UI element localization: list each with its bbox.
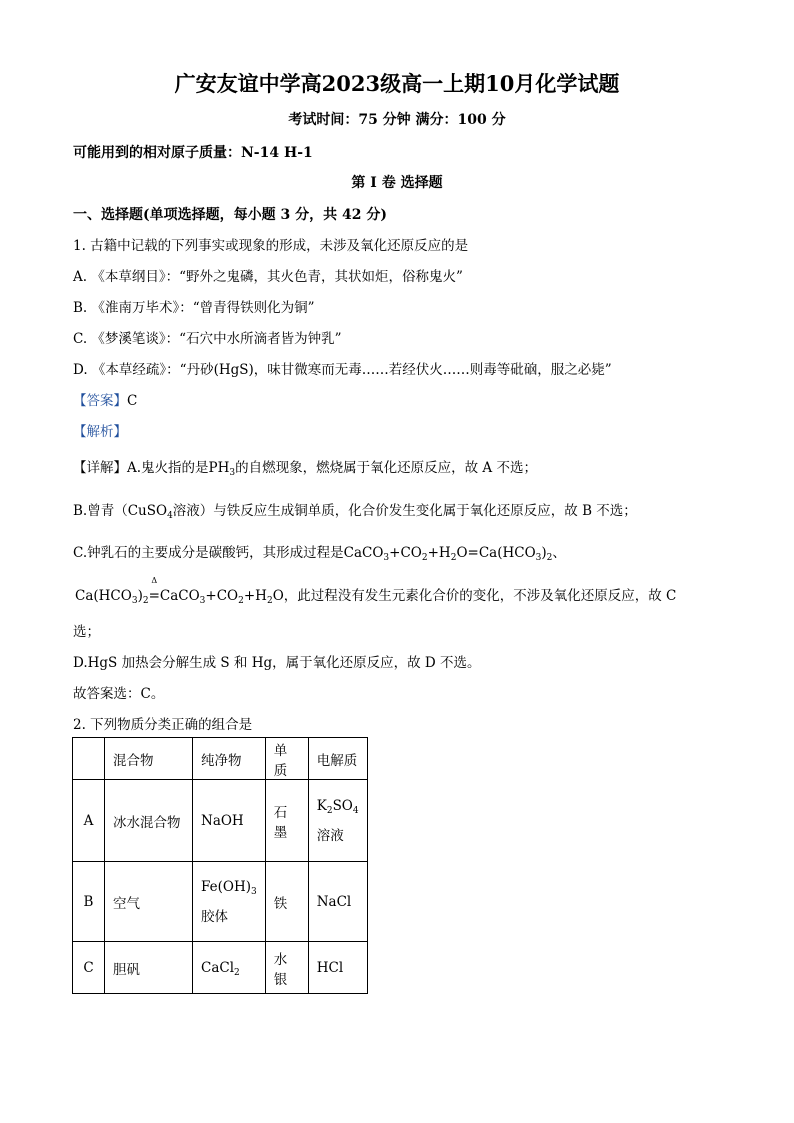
heating-equals-sign: Δ = — [148, 576, 160, 604]
volume-heading: 第 I 卷 选择题 — [351, 175, 443, 191]
detail-b-text: B.曾青（ — [73, 503, 128, 519]
q1-option-d: D. 《本草经疏》：“丹砂(HgS)，味甘微寒而无毒……若经伏火……则毒等砒硇，服之必毙” — [73, 362, 612, 378]
formula-ph3: $PH_3$ — [208, 460, 236, 478]
detail-label: 【详解】 — [73, 460, 127, 476]
table-cell: A — [73, 780, 105, 862]
table-header-cell: 混合物 — [105, 738, 193, 780]
detail-a-text-2: 的自燃现象，燃烧属于氧化还原反应，故 A 不选； — [235, 460, 537, 476]
table-row — [73, 942, 368, 994]
atomic-mass-note: 可能用到的相对原子质量：N-14 H-1 — [73, 145, 313, 161]
detail-c-text-2: ，此过程没有发生元素化合价的变化，不涉及氧化还原反应，故 C — [283, 588, 677, 604]
table-header-row — [73, 738, 368, 780]
colloid-label: 胶体 — [201, 908, 228, 925]
table-cell: 空气 — [105, 862, 193, 942]
table-cell: 石墨 — [265, 780, 308, 862]
q1-stem: 1. 古籍中记载的下列事实或现象的形成，未涉及氧化还原反应的是 — [73, 238, 469, 254]
q2-stem: 2. 下列物质分类正确的组合是 — [73, 717, 253, 733]
solution-label: 溶液 — [316, 827, 344, 844]
table-cell — [193, 862, 266, 942]
table-header-cell: 单质 — [265, 738, 308, 780]
separator: 、 — [552, 545, 566, 561]
formula-cuso4: CuSO$_4$ — [127, 503, 173, 521]
table-row — [73, 780, 368, 862]
answer-line — [73, 389, 137, 409]
answer-value: C — [127, 393, 138, 409]
table-cell: C — [73, 942, 105, 994]
conclusion: 故答案选：C。 — [73, 686, 165, 702]
equation-2: $Ca(HCO_3)_2$ Δ $=CaCO_3+CO_2+H_2O$ — [75, 576, 284, 606]
table-header-cell — [73, 738, 105, 780]
detail-a — [73, 456, 537, 476]
detail-b-text-2: 溶液）与铁反应生成铜单质，化合价发生变化属于氧化还原反应，故 B 不选； — [172, 503, 637, 519]
table-cell — [308, 780, 367, 862]
table-row — [73, 862, 368, 942]
detail-a-text: A.鬼火指的是 — [127, 460, 209, 476]
classification-table — [72, 737, 368, 994]
table-cell: HCl — [308, 942, 367, 994]
detail-d: D.HgS 加热会分解生成 S 和 Hg，属于氧化还原反应，故 D 不选。 — [73, 655, 481, 671]
table-header-cell: 电解质 — [308, 738, 367, 780]
table-cell: 冰水混合物 — [105, 780, 193, 862]
page-title: 广安友谊中学高2023级高一上期10月化学试题 — [174, 71, 620, 96]
detail-c-line1 — [73, 541, 566, 561]
answer-label: 【答案】 — [73, 393, 127, 409]
formula-k2so4: $K_2SO_4$ — [316, 797, 359, 816]
exam-info: 考试时间：75 分钟 满分：100 分 — [288, 112, 506, 128]
equation-1: $CaCO_3+CO_2+H_2O=Ca(HCO_3)_2$ — [343, 545, 553, 563]
table-cell: B — [73, 862, 105, 942]
table-cell: NaCl — [308, 862, 367, 942]
detail-c-line2 — [75, 576, 677, 606]
table-cell: 胆矾 — [105, 942, 193, 994]
q1-option-a: A. 《本草纲目》：“野外之鬼磷，其火色青，其状如炬，俗称鬼火” — [73, 269, 463, 285]
q1-option-b: B. 《淮南万毕术》：“曾青得铁则化为铜” — [73, 300, 315, 316]
q1-option-c: C. 《梦溪笔谈》：“石穴中水所滴者皆为钟乳” — [73, 331, 342, 347]
table-header-cell: 纯净物 — [193, 738, 266, 780]
section-heading: 一、选择题(单项选择题，每小题 3 分，共 42 分) — [73, 207, 387, 223]
table-cell: NaOH — [193, 780, 266, 862]
formula-feoh3: $Fe(OH)_3$ — [201, 878, 257, 897]
detail-c-text: C.钟乳石的主要成分是碳酸钙，其形成过程是 — [73, 545, 344, 561]
detail-c-line3: 选； — [73, 624, 100, 640]
table-cell: 水银 — [265, 942, 308, 994]
table-cell: 铁 — [265, 862, 308, 942]
detail-b — [73, 499, 637, 519]
analysis-label: 【解析】 — [73, 424, 127, 440]
table-cell: CaCl$_2$ — [193, 942, 266, 994]
